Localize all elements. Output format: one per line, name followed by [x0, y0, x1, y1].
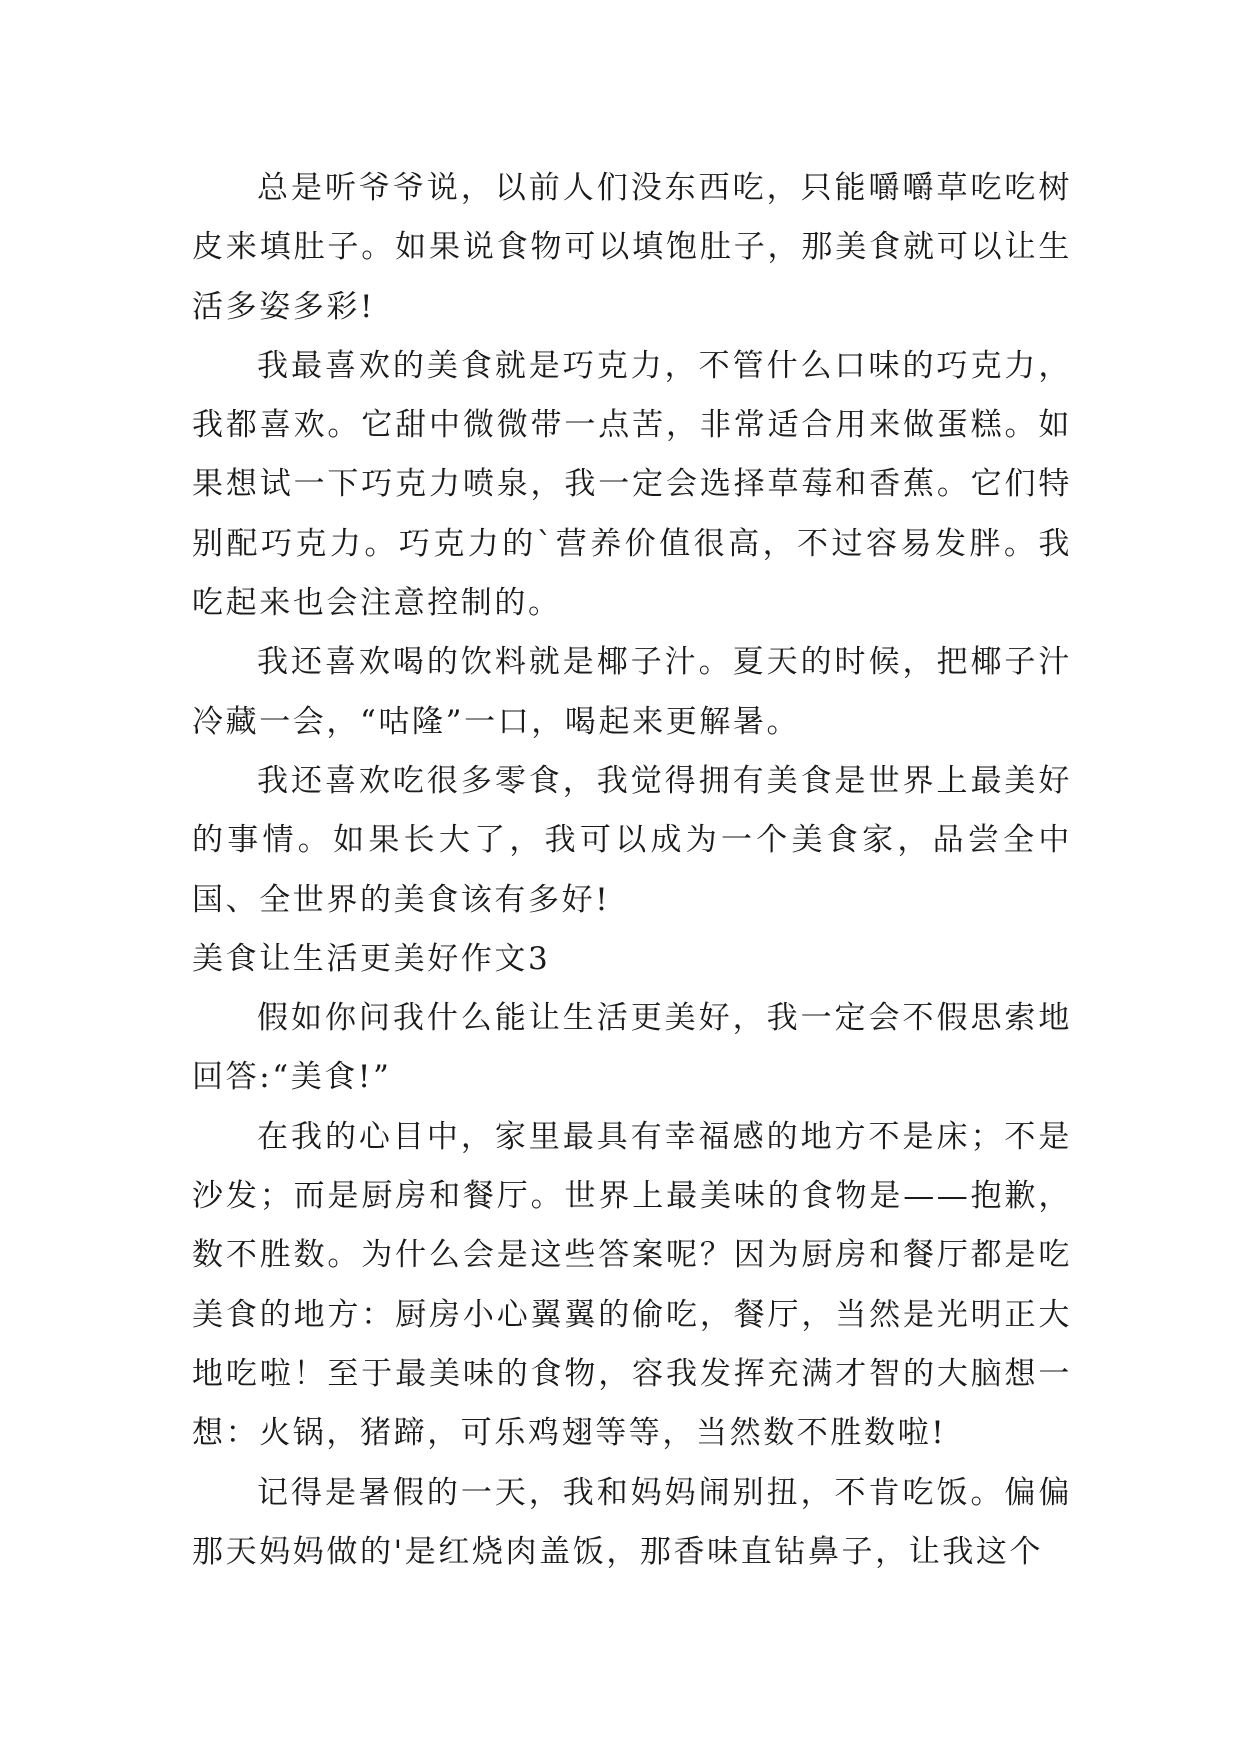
document-body — [192, 159, 1072, 1582]
paragraph-2: 我最喜欢的美食就是巧克力，不管什么口味的巧克力，我都喜欢。它甜中微微带一点苦，非常适合用来做蛋糕。如果想试一下巧克力喷泉，我一定会选择草莓和香蕉。它们特别配巧克力。巧克力的`营养价值很高，不过容易发胖。我吃起来也会注意控制的。 — [192, 347, 1072, 622]
paragraph-1: 总是听爷爷说，以前人们没东西吃，只能嚼嚼草吃吃树皮来填肚子。如果说食物可以填饱肚子，那美食就可以让生活多姿多彩! — [192, 170, 1072, 325]
paragraph-4: 我还喜欢吃很多零食，我觉得拥有美食是世界上最美好的事情。如果长大了，我可以成为一个美食家，品尝全中国、全世界的美食该有多好! — [192, 762, 1072, 918]
paragraph-7: 记得是暑假的一天，我和妈妈闹别扭，不肯吃饭。偏偏那天妈妈做的'是红烧肉盖饭，那香味直钻鼻子，让我这个 — [192, 1474, 1072, 1570]
section-heading: 美食让生活更美好作文3 — [192, 940, 551, 977]
paragraph-5: 假如你问我什么能让生活更美好，我一定会不假思索地回答:“美食!” — [192, 1000, 1072, 1096]
paragraph-3: 我还喜欢喝的饮料就是椰子汁。夏天的时候，把椰子汁冷藏一会，“咕隆”一口，喝起来更解暑。 — [192, 644, 1072, 740]
paragraph-6: 在我的心目中，家里最具有幸福感的地方不是床；不是沙发；而是厨房和餐厅。世界上最美味的食物是——抱歉，数不胜数。为什么会是这些答案呢？因为厨房和餐厅都是吃美食的地方：厨房小心翼翼的偷吃，餐厅，当然是光明正大地吃啦！至于最美味的食物，容我发挥充满才智的大脑想一想：火锅，猪蹄，可乐鸡翅等等，当然数不胜数啦! — [192, 1118, 1072, 1452]
